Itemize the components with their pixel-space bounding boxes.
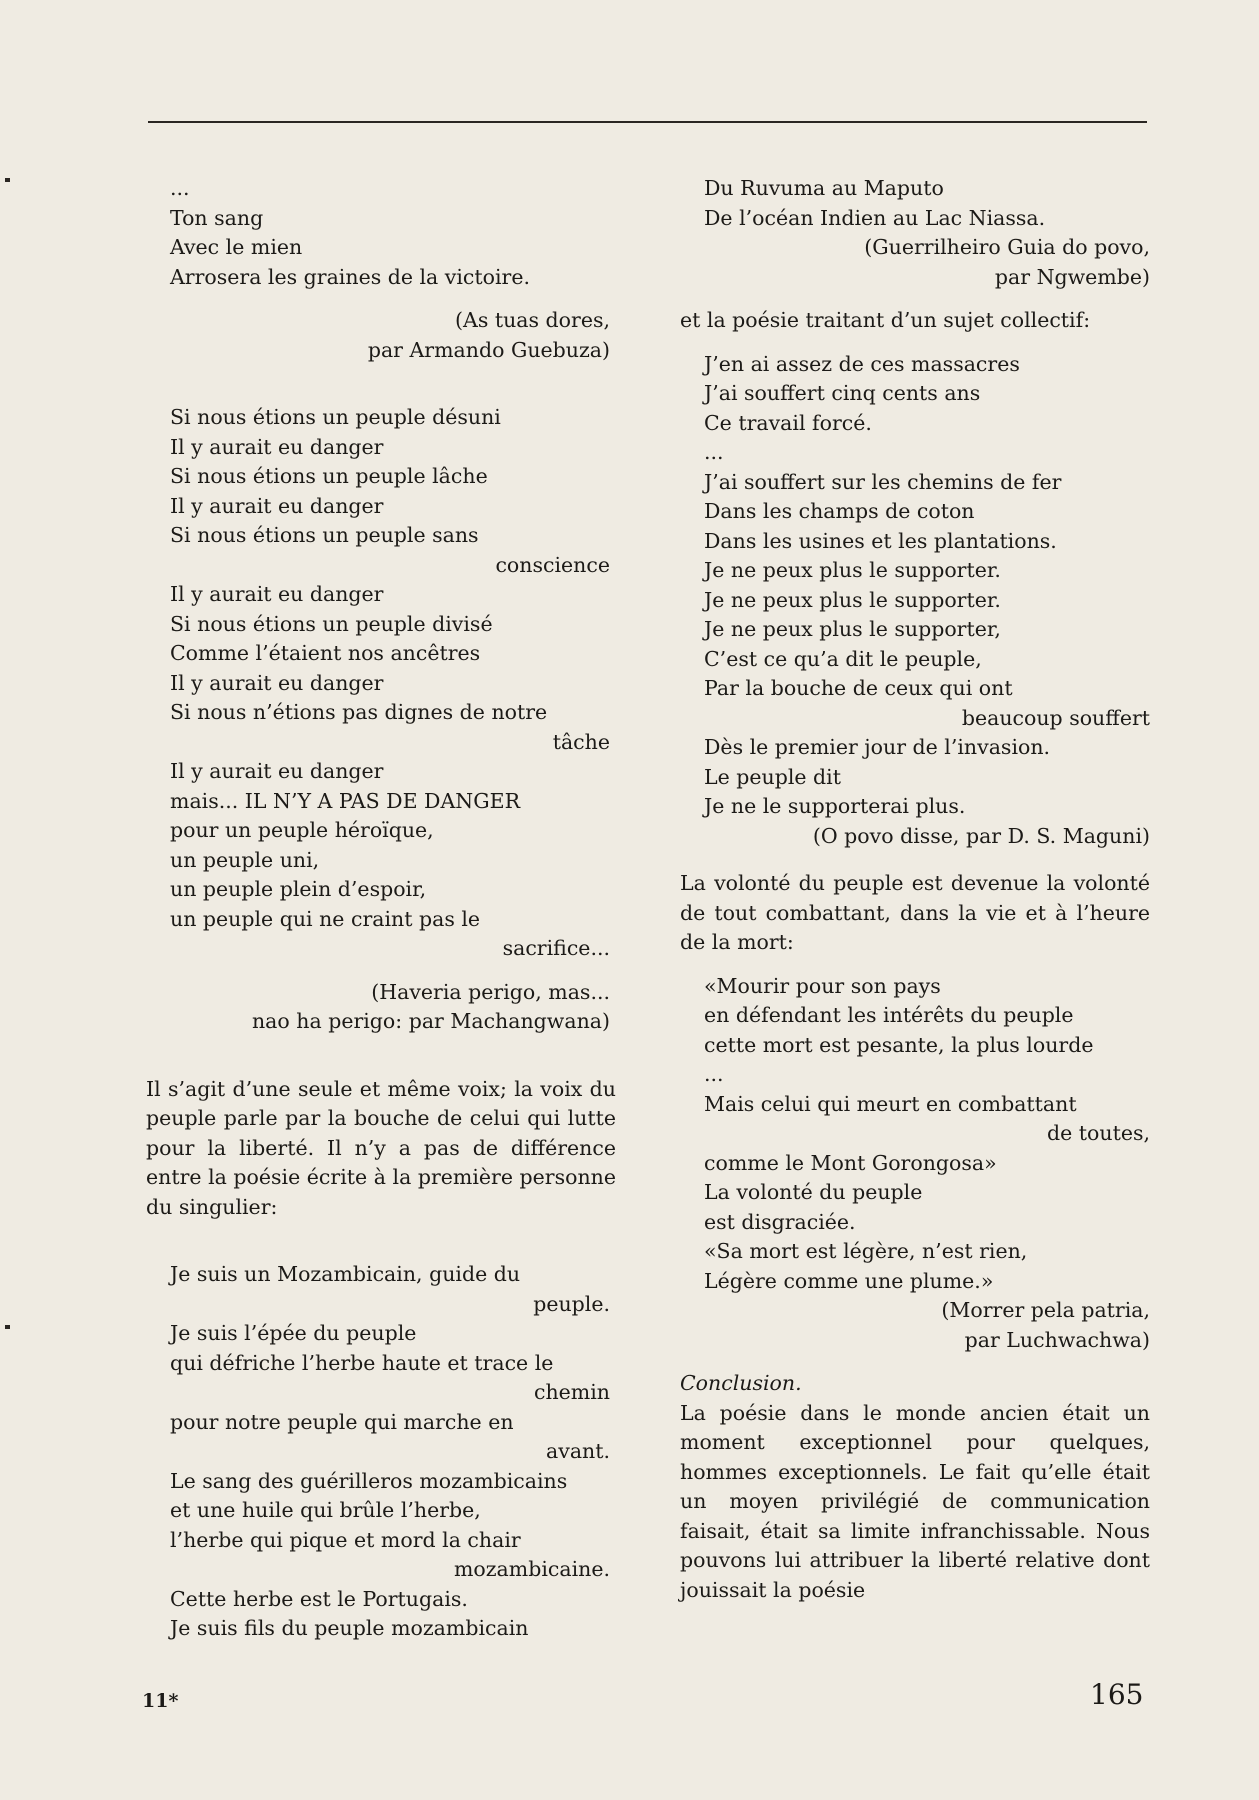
poem-line: Cette herbe est le Portugais. bbox=[170, 1586, 468, 1611]
poem-line: Si nous étions un peuple désuni bbox=[170, 405, 501, 429]
body-paragraph: La volonté du peuple est devenue la volonté de tout combattant, dans la vie et à l’heure de la mort: bbox=[680, 871, 1150, 954]
poem-credit: (O povo disse, par D. S. Maguni) bbox=[812, 823, 1150, 848]
poem-line: Il y aurait eu danger bbox=[170, 582, 384, 606]
poem-line: Je ne peux plus le supporter. bbox=[704, 558, 1001, 582]
left-column bbox=[146, 174, 616, 1644]
poem-ngwembe bbox=[680, 174, 1150, 233]
signature-mark: 11* bbox=[142, 1690, 179, 1712]
poem-line: Comme l’étaient nos ancêtres bbox=[170, 641, 481, 665]
poem-line: C’est ce qu’a dit le peuple, bbox=[704, 646, 982, 671]
poem-line: Il y aurait eu danger bbox=[170, 759, 384, 783]
poem-line: et une huile qui brûle l’herbe, bbox=[170, 1498, 481, 1522]
poem-o-povo-disse bbox=[680, 350, 1150, 822]
poem-line-wrap: sacrifice... bbox=[502, 936, 610, 960]
poem-line: ... bbox=[704, 440, 724, 464]
poem-line: La volonté du peuple bbox=[704, 1180, 923, 1204]
poem-line: cette mort est pesante, la plus lourde bbox=[704, 1032, 1094, 1057]
poem-line: Mais celui qui meurt en combattant bbox=[704, 1091, 1077, 1116]
poem-line-wrap: mozambicaine. bbox=[453, 1557, 610, 1581]
poem-line-wrap: beaucoup souffert bbox=[961, 705, 1150, 730]
poem-line: Légère comme une plume.» bbox=[704, 1268, 994, 1293]
intro-line: et la poésie traitant d’un sujet collectif: bbox=[680, 308, 1091, 332]
poem-credit: (Guerrilheiro Guia do povo, par Ngwembe) bbox=[864, 235, 1150, 289]
poem-line: Il y aurait eu danger bbox=[170, 493, 384, 518]
poem-line: Le sang des guérilleros mozambicains bbox=[170, 1468, 568, 1493]
poem-line-wrap: peuple. bbox=[533, 1291, 610, 1316]
poem-line: De l’océan Indien au Lac Niassa. bbox=[704, 205, 1046, 230]
poem-line: qui défriche l’herbe haute et trace le bbox=[170, 1350, 554, 1375]
margin-mark bbox=[5, 1325, 10, 1329]
poem-line: l’herbe qui pique et mord la chair bbox=[170, 1527, 521, 1552]
poem-line: un peuple uni, bbox=[170, 847, 320, 872]
poem-line: est disgraciée. bbox=[704, 1209, 856, 1234]
poem-line: Le peuple dit bbox=[704, 764, 841, 789]
poem-line: ... bbox=[704, 1062, 724, 1086]
poem-line: comme le Mont Gorongosa» bbox=[704, 1150, 997, 1175]
poem-line: Du Ruvuma au Maputo bbox=[704, 176, 944, 200]
poem-line: Dans les champs de coton bbox=[704, 499, 975, 523]
poem-line-wrap: chemin bbox=[533, 1380, 610, 1404]
poem-line-wrap: avant. bbox=[546, 1439, 610, 1463]
poem-line: J’en ai assez de ces massacres bbox=[704, 351, 1020, 376]
poem-line: Ton sang bbox=[170, 205, 264, 230]
poem-line: mais... IL N’Y A PAS DE DANGER bbox=[170, 788, 521, 813]
poem-line: Je suis fils du peuple mozambicain bbox=[170, 1616, 529, 1640]
poem-line: Je ne peux plus le supporter, bbox=[704, 617, 1001, 641]
poem-credit: (Haveria perigo, mas... nao ha perigo: par Machangwana) bbox=[251, 979, 610, 1033]
poem-line: Si nous n’étions pas dignes de notre bbox=[170, 700, 548, 724]
page-number: 165 bbox=[1090, 1678, 1144, 1711]
poem-line: J’ai souffert cinq cents ans bbox=[704, 381, 981, 405]
poem-line: un peuple plein d’espoir, bbox=[170, 877, 427, 901]
right-column bbox=[680, 174, 1150, 1605]
poem-line: Si nous étions un peuple lâche bbox=[170, 464, 488, 488]
poem-as-tuas-dores bbox=[146, 174, 616, 292]
poem-line: Arrosera les graines de la victoire. bbox=[170, 264, 531, 289]
poem-guerrilheiro bbox=[146, 1260, 616, 1644]
poem-line: Je suis un Mozambicain, guide du bbox=[170, 1262, 521, 1286]
poem-line: Je ne peux plus le supporter. bbox=[704, 587, 1001, 612]
poem-line-wrap: de toutes, bbox=[1047, 1121, 1150, 1145]
poem-line: Il y aurait eu danger bbox=[170, 670, 384, 695]
poem-line-wrap: tâche bbox=[552, 729, 610, 754]
poem-morrer-pela-patria bbox=[680, 972, 1150, 1297]
poem-haveria-perigo bbox=[146, 403, 616, 964]
header-rule bbox=[148, 121, 1147, 123]
poem-line: Avec le mien bbox=[170, 235, 303, 259]
poem-line: Il y aurait eu danger bbox=[170, 434, 384, 459]
poem-line: pour un peuple héroïque, bbox=[170, 818, 434, 842]
poem-line: Si nous étions un peuple divisé bbox=[170, 611, 493, 636]
poem-line: Je ne le supporterai plus. bbox=[704, 794, 966, 818]
section-heading: Conclusion. bbox=[680, 1371, 802, 1395]
poem-line: «Mourir pour son pays bbox=[704, 973, 941, 998]
poem-line: en défendant les intérêts du peuple bbox=[704, 1003, 1074, 1027]
margin-mark bbox=[5, 178, 10, 182]
poem-line: Je suis l’épée du peuple bbox=[170, 1321, 417, 1345]
poem-credit: (Morrer pela patria, par Luchwachwa) bbox=[941, 1298, 1150, 1352]
poem-line: pour notre peuple qui marche en bbox=[170, 1409, 514, 1434]
body-paragraph: Il s’agit d’une seule et même voix; la voix du peuple parle par la bouche de celui qui lutte pour la liberté. Il n’y a pas de différence entre la poésie écrite à la première personne du singulier: bbox=[146, 1076, 616, 1219]
poem-line: Par la bouche de ceux qui ont bbox=[704, 676, 1013, 700]
poem-line: ... bbox=[170, 176, 190, 200]
poem-line-wrap: conscience bbox=[495, 552, 610, 577]
poem-credit: (As tuas dores, par Armando Guebuza) bbox=[367, 308, 610, 362]
poem-line: «Sa mort est légère, n’est rien, bbox=[704, 1239, 1028, 1263]
poem-line: Ce travail forcé. bbox=[704, 410, 872, 435]
poem-line: J’ai souffert sur les chemins de fer bbox=[704, 469, 1062, 494]
poem-line: Si nous étions un peuple sans bbox=[170, 523, 479, 547]
poem-line: Dès le premier jour de l’invasion. bbox=[704, 735, 1051, 759]
poem-line: un peuple qui ne craint pas le bbox=[170, 906, 481, 931]
poem-line: Dans les usines et les plantations. bbox=[704, 528, 1057, 553]
body-paragraph: La poésie dans le monde ancien était un moment exceptionnel pour quelques, hommes exceptionnels. Le fait qu’elle était un moyen privilégié de communication faisait, était sa limite infranchissable. Nous pouvons lui attribuer la liberté relative dont jouissait la poésie bbox=[680, 1400, 1150, 1602]
